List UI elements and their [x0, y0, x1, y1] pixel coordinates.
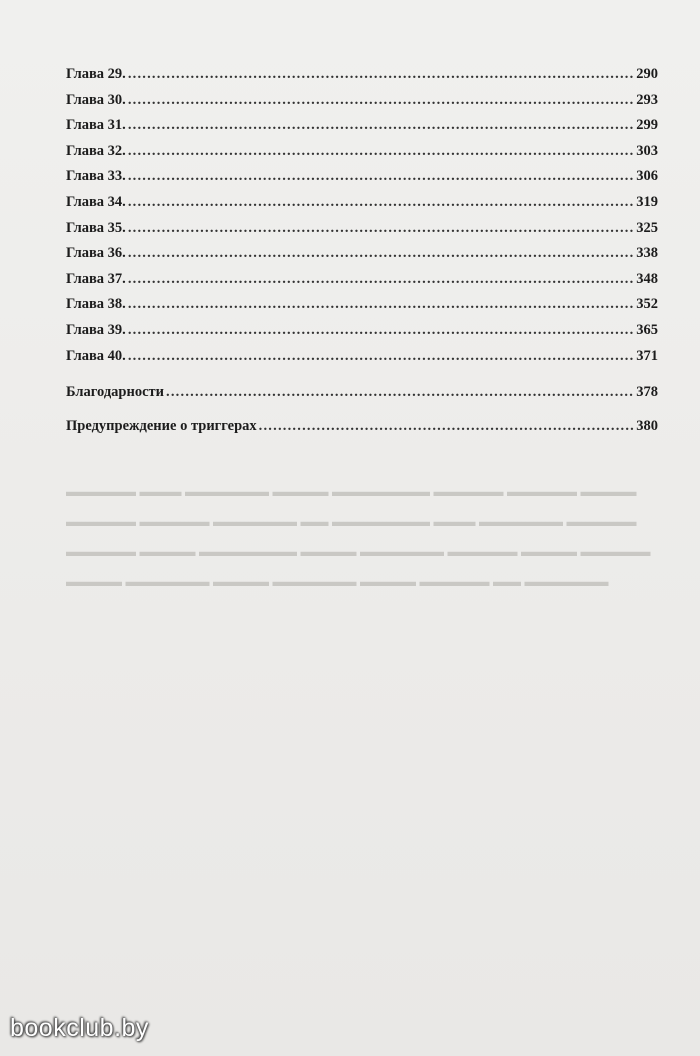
toc-entry-chapter: [66, 296, 658, 322]
leader-dots: [128, 348, 634, 365]
toc-entry-label: Глава 33.: [66, 168, 126, 185]
toc-entry-page: 299: [636, 117, 658, 134]
toc-entry-page: 290: [636, 66, 658, 82]
toc-entry-label: Глава 39.: [66, 321, 126, 338]
toc-entry-chapter: [66, 92, 658, 118]
leader-dots: [259, 418, 635, 435]
leader-dots: [128, 220, 634, 237]
toc-entry-page: 348: [636, 270, 658, 287]
leader-dots: [128, 66, 634, 83]
toc-entry-page: 365: [636, 321, 658, 338]
table-of-contents: [66, 66, 658, 443]
leader-dots: [128, 194, 634, 211]
toc-entry-page: 380: [636, 417, 658, 434]
leader-dots: [128, 296, 634, 313]
toc-entry-chapter: [66, 271, 658, 297]
toc-entry-page: 306: [636, 168, 658, 185]
toc-entry-page: 319: [636, 193, 658, 210]
toc-entry-label: Предупреждение о триггерах: [66, 417, 257, 434]
toc-entry-chapter: [66, 66, 658, 92]
leader-dots: [166, 384, 634, 401]
leader-dots: [128, 117, 634, 134]
toc-entry-label: Глава 32.: [66, 142, 126, 159]
toc-entry-label: Глава 40.: [66, 347, 126, 364]
chapter-list: [66, 66, 658, 373]
toc-entry-trigger-warning: [66, 418, 658, 444]
toc-entry-label: Глава 30.: [66, 91, 126, 108]
toc-entry-label: Глава 29.: [66, 66, 126, 82]
leader-dots: [128, 168, 634, 185]
toc-entry-page: 303: [636, 142, 658, 159]
toc-entry-label: Глава 31.: [66, 117, 126, 134]
toc-entry-chapter: [66, 117, 658, 143]
toc-entry-label: Глава 38.: [66, 296, 126, 313]
toc-entry-page: 352: [636, 296, 658, 313]
toc-entry-label: Глава 37.: [66, 270, 126, 287]
toc-entry-page: 371: [636, 347, 658, 364]
toc-entry-label: Благодарности: [66, 384, 165, 401]
toc-entry-chapter: [66, 168, 658, 194]
toc-entry-page: 293: [636, 91, 658, 108]
toc-entry-page: 325: [636, 219, 658, 236]
leader-dots: [128, 92, 634, 109]
site-watermark: bookclub.by: [10, 1014, 149, 1042]
toc-entry-chapter: [66, 245, 658, 271]
bleed-through-line: ▬▬▬▬▬ ▬▬▬▬▬ ▬▬▬▬▬▬ ▬▬ ▬▬▬▬▬▬▬ ▬▬▬ ▬▬▬▬▬▬ ▬▬▬▬▬: [66, 515, 637, 530]
toc-entry-chapter: [66, 194, 658, 220]
toc-entry-chapter: [66, 143, 658, 169]
bleed-through-line: ▬▬▬▬ ▬▬▬▬▬▬ ▬▬▬▬ ▬▬▬▬▬▬ ▬▬▬▬ ▬▬▬▬▬ ▬▬ ▬▬▬▬▬▬: [66, 575, 609, 590]
leader-dots: [128, 271, 634, 288]
toc-entry-page: 378: [636, 384, 658, 401]
toc-entry-label: Глава 35.: [66, 219, 126, 236]
leader-dots: [128, 143, 634, 160]
bleed-through-line: ▬▬▬▬▬ ▬▬▬▬ ▬▬▬▬▬▬▬ ▬▬▬▬ ▬▬▬▬▬▬ ▬▬▬▬▬ ▬▬▬▬ ▬▬▬▬▬: [66, 545, 651, 560]
toc-entry-label: Глава 36.: [66, 245, 126, 262]
toc-entry-acknowledgements: [66, 384, 658, 410]
toc-entry-label: Глава 34.: [66, 193, 126, 210]
leader-dots: [128, 322, 634, 339]
toc-entry-chapter: [66, 348, 658, 374]
toc-entry-page: 338: [636, 245, 658, 262]
toc-entry-chapter: [66, 220, 658, 246]
bleed-through-line: ▬▬▬▬▬ ▬▬▬ ▬▬▬▬▬▬ ▬▬▬▬ ▬▬▬▬▬▬▬ ▬▬▬▬▬ ▬▬▬▬▬ ▬▬▬▬: [66, 485, 637, 500]
toc-entry-chapter: [66, 322, 658, 348]
leader-dots: [128, 245, 634, 262]
